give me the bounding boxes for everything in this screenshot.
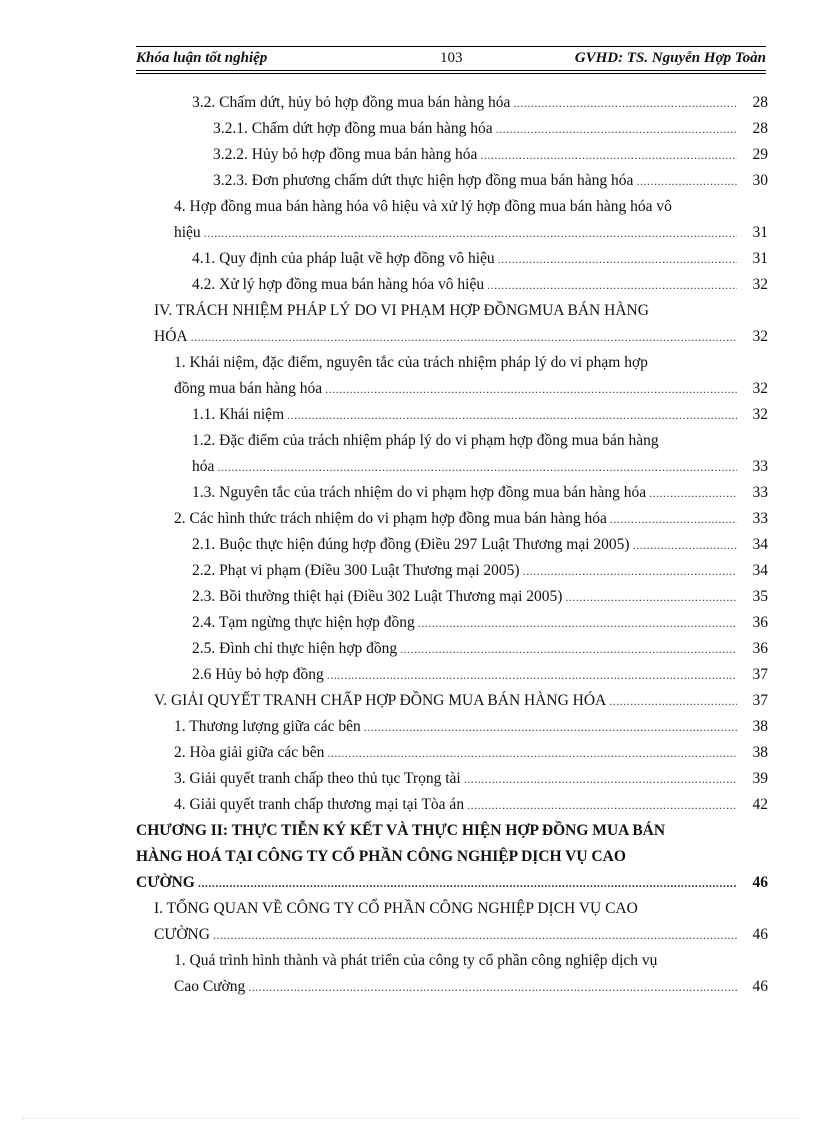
toc-entry-page: 36: [752, 614, 768, 631]
toc-leader: [464, 768, 737, 790]
toc-entry-page: 37: [752, 666, 768, 683]
toc-entry-title: hiệu: [174, 224, 201, 241]
toc-entry-page: 32: [752, 406, 768, 423]
toc-entry-title: 1.2. Đặc điểm của trách nhiệm pháp lý do vi phạm hợp đồng mua bán hàng: [192, 432, 659, 449]
toc-entry[interactable]: [192, 430, 768, 452]
toc-entry-page: 32: [752, 328, 768, 345]
toc-entry-page: 38: [752, 718, 768, 735]
toc-entry[interactable]: [192, 560, 768, 582]
toc-entry[interactable]: [174, 222, 768, 244]
toc-entry-title: 1. Khái niệm, đặc điểm, nguyên tắc của trách nhiệm pháp lý do vi phạm hợp: [174, 354, 648, 371]
toc-leader: [609, 690, 737, 712]
toc-leader: [523, 560, 737, 582]
toc-entry-title: HÓA: [154, 328, 188, 345]
toc-entry[interactable]: [154, 300, 768, 322]
toc-entry[interactable]: [154, 898, 768, 920]
header-advisor: GVHD: TS. Nguyễn Hợp Toàn: [574, 50, 766, 66]
toc-entry-title: 1. Thương lượng giữa các bên: [174, 718, 361, 735]
toc-entry-title: đồng mua bán hàng hóa: [174, 380, 323, 397]
toc-entry-title: 3.2.1. Chấm dứt hợp đồng mua bán hàng hóa: [213, 120, 493, 137]
toc-entry-page: 46: [752, 874, 768, 891]
toc-entry-page: 46: [752, 978, 768, 995]
toc-entry-page: 37: [752, 692, 768, 709]
toc-entry[interactable]: [174, 768, 768, 790]
toc-entry[interactable]: [154, 924, 768, 946]
toc-chapter-entry[interactable]: [136, 872, 768, 894]
toc-entry[interactable]: [213, 170, 768, 192]
toc-entry[interactable]: [174, 794, 768, 816]
toc-entry-title: 3. Giải quyết tranh chấp theo thủ tục Trọng tài: [174, 770, 461, 787]
toc-entry-page: 33: [752, 510, 768, 527]
toc-entry[interactable]: [174, 508, 768, 530]
toc-entry-title: 1. Quá trình hình thành và phát triển của công ty cổ phần công nghiệp dịch vụ: [174, 952, 658, 969]
toc-entry-page: 39: [752, 770, 768, 787]
toc-leader: [191, 326, 737, 348]
toc-entry[interactable]: [174, 196, 768, 218]
toc-entry-title: CHƯƠNG II: THỰC TIỄN KÝ KẾT VÀ THỰC HIỆN HỢP ĐỒNG MUA BÁN: [136, 822, 666, 839]
toc-entry-page: 28: [752, 94, 768, 111]
toc-entry[interactable]: [192, 456, 768, 478]
page-bottom-border: [22, 1118, 802, 1119]
toc-entry-title: 4.2. Xử lý hợp đồng mua bán hàng hóa vô hiệu: [192, 276, 485, 293]
toc-entry[interactable]: [174, 950, 768, 972]
toc-entry-title: 3.2.3. Đơn phương chấm dứt thực hiện hợp đồng mua bán hàng hóa: [213, 172, 634, 189]
toc-entry-page: 33: [752, 458, 768, 475]
toc-entry[interactable]: [192, 274, 768, 296]
toc-entry-title: 2.4. Tạm ngừng thực hiện hợp đồng: [192, 614, 415, 631]
toc-leader: [327, 742, 737, 764]
toc-entry-title: 4. Giải quyết tranh chấp thương mại tại Tòa án: [174, 796, 465, 813]
toc-leader: [496, 118, 737, 140]
toc-entry-title: V. GIẢI QUYẾT TRANH CHẤP HỢP ĐỒNG MUA BÁN HÀNG HÓA: [154, 692, 607, 709]
toc-entry-title: 4. Hợp đồng mua bán hàng hóa vô hiệu và xử lý hợp đồng mua bán hàng hóa vô: [174, 198, 672, 215]
toc-entry-title: hóa: [192, 458, 215, 475]
toc-entry[interactable]: [174, 742, 768, 764]
toc-leader: [204, 222, 737, 244]
toc-entry[interactable]: [192, 664, 768, 686]
header-page-number: 103: [440, 50, 463, 66]
toc-entry-page: 30: [752, 172, 768, 189]
toc-leader: [287, 404, 737, 426]
toc-entry[interactable]: [192, 612, 768, 634]
header-rule-thin: [136, 73, 766, 74]
toc-entry[interactable]: [192, 586, 768, 608]
toc-chapter-entry[interactable]: [136, 820, 768, 842]
toc-entry-title: 2.1. Buộc thực hiện đúng hợp đồng (Điều 297 Luật Thương mại 2005): [192, 536, 630, 553]
toc-entry[interactable]: [174, 716, 768, 738]
toc-leader: [513, 92, 737, 114]
toc-entry-page: 46: [752, 926, 768, 943]
header-rule: [136, 70, 766, 71]
toc-leader: [213, 924, 737, 946]
toc-leader: [327, 664, 737, 686]
running-header: [136, 46, 766, 70]
toc-entry[interactable]: [174, 378, 768, 400]
toc-leader: [400, 638, 737, 660]
toc-leader: [649, 482, 737, 504]
toc-entry[interactable]: [154, 326, 768, 348]
toc-entry[interactable]: [213, 144, 768, 166]
toc-entry[interactable]: [174, 976, 768, 998]
toc-entry[interactable]: [174, 352, 768, 374]
toc-leader: [418, 612, 737, 634]
toc-leader: [498, 248, 737, 270]
toc-leader: [487, 274, 737, 296]
toc-entry-page: 31: [752, 224, 768, 241]
toc-leader: [198, 872, 737, 894]
toc-entry[interactable]: [154, 690, 768, 712]
toc-entry-page: 35: [752, 588, 768, 605]
toc-leader: [248, 976, 737, 998]
toc-entry-title: I. TỔNG QUAN VỀ CÔNG TY CỔ PHẦN CÔNG NGHIỆP DỊCH VỤ CAO: [154, 900, 638, 917]
toc-entry-page: 33: [752, 484, 768, 501]
toc-leader: [565, 586, 737, 608]
toc-entry[interactable]: [213, 118, 768, 140]
toc-entry-page: 36: [752, 640, 768, 657]
toc-entry-page: 34: [752, 562, 768, 579]
toc-entry-page: 32: [752, 276, 768, 293]
toc-entry-title: CƯỜNG: [154, 926, 210, 943]
toc-entry[interactable]: [192, 482, 768, 504]
toc-entry-title: CƯỜNG: [136, 874, 195, 891]
toc-chapter-entry[interactable]: [136, 846, 768, 868]
toc-leader: [217, 456, 737, 478]
toc-entry-title: 1.1. Khái niệm: [192, 406, 285, 423]
toc-entry-title: 2.3. Bồi thường thiệt hại (Điều 302 Luật Thương mại 2005): [192, 588, 563, 605]
toc-entry[interactable]: [192, 534, 768, 556]
toc-entry-title: 2. Hòa giải giữa các bên: [174, 744, 325, 761]
toc-entry-title: Cao Cường: [174, 978, 246, 995]
toc-entry-page: 32: [752, 380, 768, 397]
toc-entry-title: 2. Các hình thức trách nhiệm do vi phạm hợp đồng mua bán hàng hóa: [174, 510, 607, 527]
toc-entry-title: HÀNG HOÁ TẠI CÔNG TY CỔ PHẦN CÔNG NGHIỆP DỊCH VỤ CAO: [136, 848, 626, 865]
toc-entry-title: IV. TRÁCH NHIỆM PHÁP LÝ DO VI PHẠM HỢP ĐỒNGMUA BÁN HÀNG: [154, 302, 649, 319]
toc-entry[interactable]: [192, 638, 768, 660]
toc-leader: [633, 534, 737, 556]
header-thesis-title: Khóa luận tốt nghiệp: [136, 50, 268, 66]
toc-leader: [467, 794, 737, 816]
toc-leader: [636, 170, 737, 192]
toc-leader: [325, 378, 737, 400]
toc-entry-page: 34: [752, 536, 768, 553]
toc-entry-page: 38: [752, 744, 768, 761]
toc-entry[interactable]: [192, 248, 768, 270]
toc-entry-title: 4.1. Quy định của pháp luật về hợp đồng vô hiệu: [192, 250, 495, 267]
toc-leader: [480, 144, 737, 166]
toc-entry-page: 31: [752, 250, 768, 267]
toc-entry-title: 2.6 Hủy bỏ hợp đồng: [192, 666, 324, 683]
toc-entry-page: 28: [752, 120, 768, 137]
toc-leader: [364, 716, 737, 738]
header-top-rule: [136, 46, 766, 47]
toc-entry-title: 1.3. Nguyên tắc của trách nhiệm do vi phạm hợp đồng mua bán hàng hóa: [192, 484, 647, 501]
toc-entry[interactable]: [192, 404, 768, 426]
toc-entry-title: 2.2. Phạt vi phạm (Điều 300 Luật Thương mại 2005): [192, 562, 520, 579]
toc-leader: [610, 508, 737, 530]
toc-entry[interactable]: [192, 92, 768, 114]
toc-entry-title: 3.2.2. Hủy bỏ hợp đồng mua bán hàng hóa: [213, 146, 478, 163]
toc-entry-page: 29: [752, 146, 768, 163]
toc-entry-page: 42: [752, 796, 768, 813]
toc-entry-title: 2.5. Đình chỉ thực hiện hợp đồng: [192, 640, 398, 657]
toc-entry-title: 3.2. Chấm dứt, hủy bỏ hợp đồng mua bán hàng hóa: [192, 94, 511, 111]
